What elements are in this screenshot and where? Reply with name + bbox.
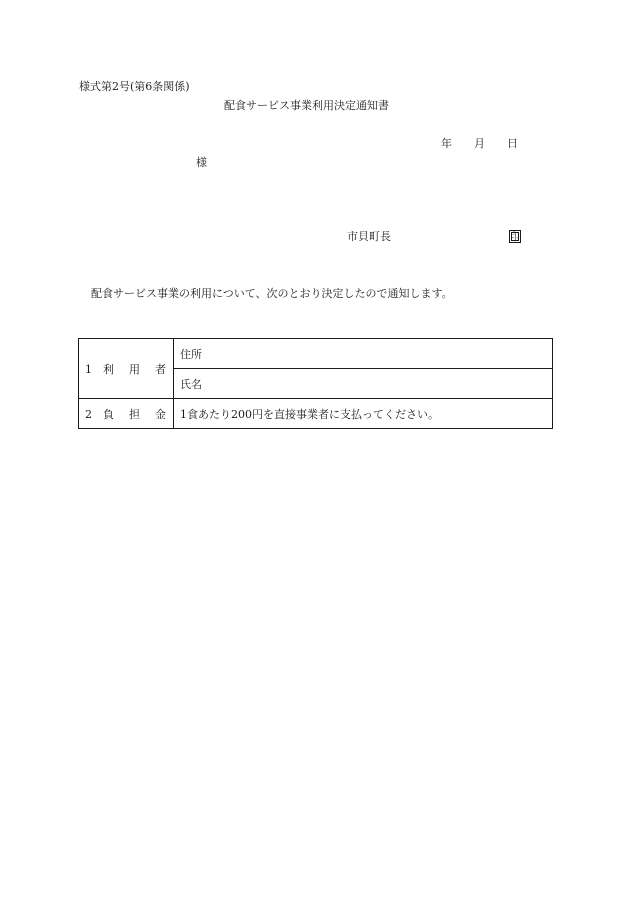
table-row <box>79 339 553 369</box>
info-table <box>78 338 553 429</box>
row-number: 1 <box>85 362 92 376</box>
label-char: 利 <box>103 362 114 376</box>
name-field-label: 氏名 <box>174 369 553 399</box>
document-title: 配食サービス事業利用決定通知書 <box>224 99 389 112</box>
table-row <box>79 399 553 429</box>
fee-value: 1食あたり200円を直接事業者に支払ってください。 <box>174 399 553 429</box>
user-label-cell <box>79 339 174 399</box>
issuer-name: 市貝町長 <box>347 230 391 243</box>
addressee-suffix: 様 <box>196 156 207 169</box>
address-field-label: 住所 <box>174 339 553 369</box>
label-char: 担 <box>129 407 140 421</box>
label-char: 者 <box>155 362 166 376</box>
seal-stamp <box>509 230 521 243</box>
year-label: 年 <box>441 137 452 150</box>
form-number: 様式第2号(第6条関係) <box>79 80 190 93</box>
body-text: 配食サービス事業の利用について、次のとおり決定したので通知します。 <box>91 287 453 300</box>
date-line <box>441 138 518 149</box>
fee-label-cell <box>79 399 174 429</box>
label-char: 金 <box>155 407 166 421</box>
label-char: 負 <box>103 407 114 421</box>
day-label: 日 <box>507 137 518 150</box>
month-label: 月 <box>474 137 485 150</box>
row-number: 2 <box>85 407 92 421</box>
label-char: 用 <box>129 362 140 376</box>
seal-label: 印 <box>510 232 520 242</box>
